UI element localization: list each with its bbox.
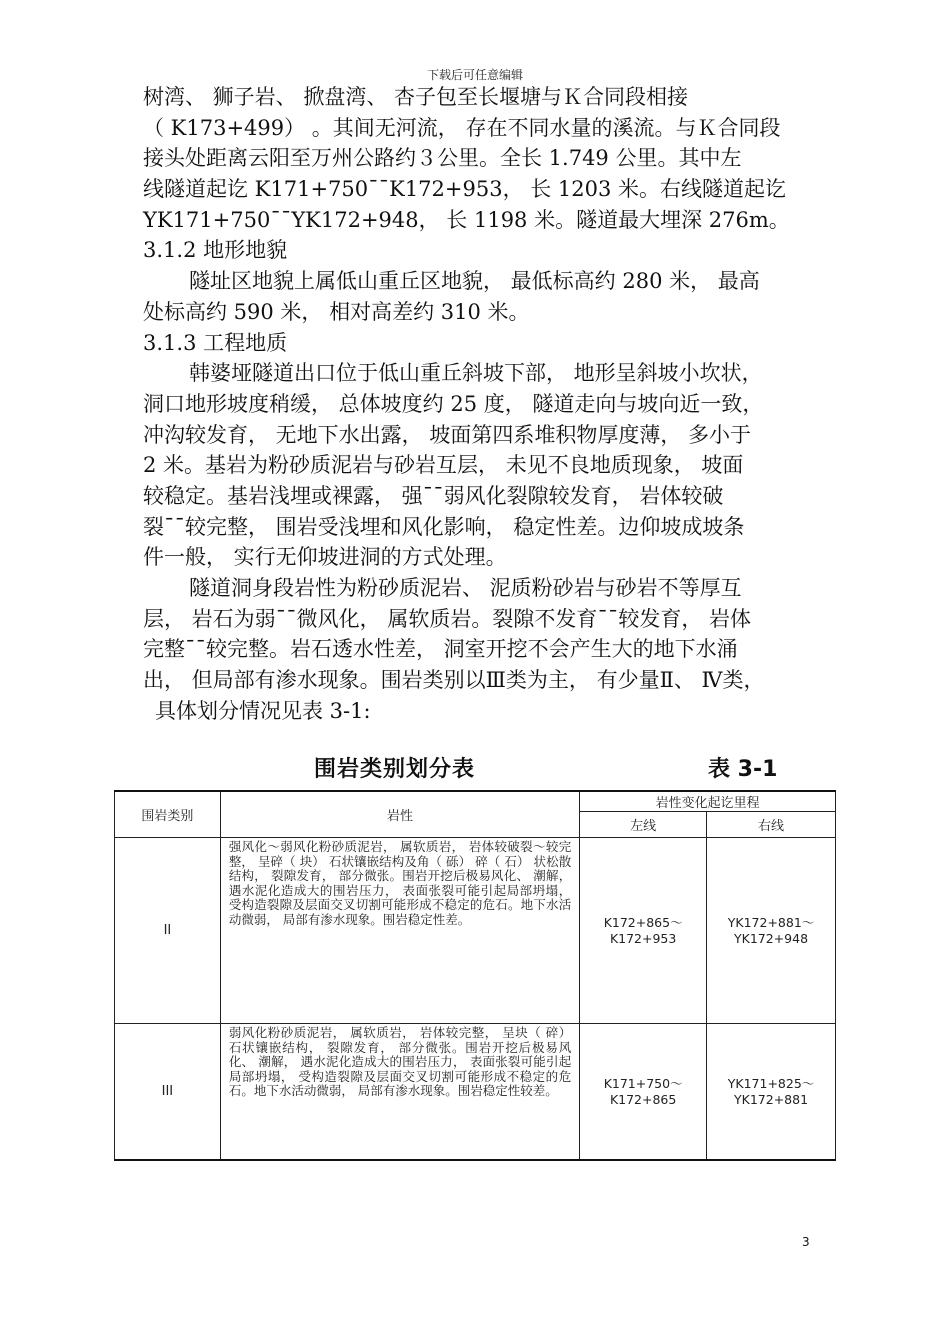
header-lithology: 岩性: [220, 791, 579, 838]
row-right-range: [707, 838, 836, 1024]
paragraph-line: 具体划分情况见表 3-1:: [155, 698, 371, 723]
paragraph-line: 层， 岩石为弱¯¯微风化， 属软质岩。裂隙不发育¯¯较发育， 岩体: [143, 606, 752, 631]
paragraph-line: 出， 但局部有渗水现象。围岩类别以Ⅲ类为主， 有少量Ⅱ、 Ⅳ类，: [143, 668, 765, 693]
header-left-line: 左线: [580, 812, 707, 838]
paragraph-line: 处标高约 590 米， 相对高差约 310 米。: [143, 299, 530, 324]
paragraph-line: 2 米。基岩为粉砂质泥岩与砂岩互层， 未见不良地质现象， 坡面: [143, 453, 744, 478]
row-right-range: [707, 1024, 836, 1161]
right-range-start: YK171+825～: [727, 1075, 815, 1091]
paragraph-line: 韩婆垭隧道出口位于低山重丘斜坡下部， 地形呈斜坡小坎状，: [189, 361, 763, 386]
rock-class-table: [114, 790, 836, 1161]
page-number: 3: [802, 1235, 810, 1249]
body-text: [143, 82, 823, 726]
header-right-line: 右线: [707, 812, 836, 838]
paragraph-line: 洞口地形坡度稍缓， 总体坡度约 25 度， 隧道走向与坡向近一致，: [143, 391, 764, 416]
paragraph-line: 较稳定。基岩浅埋或裸露， 强¯¯弱风化裂隙较发育， 岩体较破: [143, 483, 724, 508]
left-range-end: K172+953: [609, 930, 677, 946]
header-note: 下载后可任意编辑: [426, 68, 523, 82]
paragraph-line: 件一般， 实行无仰坡进洞的方式处理。: [143, 545, 507, 570]
section-heading: 3.1.3 工程地质: [143, 330, 288, 355]
paragraph-line: 接头处距离云阳至万州公路约３公里。全长 1.749 公里。其中左: [143, 146, 742, 171]
paragraph-line: 完整¯¯较完整。岩石透水性差， 洞室开挖不会产生大的地下水涌: [143, 637, 738, 662]
paragraph-line: 线隧道起讫 K171+750¯¯K172+953， 长 1203 米。右线隧道起讫: [143, 177, 787, 202]
left-range-end: K172+865: [609, 1091, 677, 1107]
table-row: [115, 1024, 836, 1161]
table-title: 围岩类别划分表: [314, 757, 476, 782]
paragraph-line: 隧道洞身段岩性为粉砂质泥岩、 泥质粉砂岩与砂岩不等厚互: [189, 576, 742, 600]
row-class: III: [115, 1024, 221, 1161]
row-lithology: 弱风化粉砂质泥岩， 属软质岩， 岩体较完整， 呈块（ 碎） 石状镶嵌结构， 裂隙发育， 部分微张。围岩开挖后极易风化、 潮解， 遇水泥化造成大的围岩压力， 表面张裂可能引起局部坍塌， 受构造裂隙及层面交叉切割可能形成不稳定的危石。地下水活动微弱， 局部有渗水现象。围岩稳定性较差。: [220, 1024, 579, 1161]
right-range-start: YK172+881～: [727, 914, 815, 930]
row-lithology: 强风化～弱风化粉砂质泥岩， 属软质岩， 岩体较破裂～较完整， 呈碎（ 块） 石状镶嵌结构及角（ 砾） 碎（ 石） 状松散结构， 裂隙发育， 部分微张。围岩开挖后极易风化、 潮解， 遇水泥化造成大的围岩压力， 表面张裂可能引起局部坍塌， 受构造裂隙及层面交叉切割可能形成不稳定的危石。地下水活动微弱， 局部有渗水现象。围岩稳定性差。: [220, 838, 579, 1024]
left-range-start: K171+750～: [603, 1075, 683, 1091]
right-range-end: YK172+948: [734, 930, 809, 946]
row-class: II: [115, 838, 221, 1024]
header-class: 围岩类别: [115, 791, 221, 838]
left-range-start: K172+865～: [603, 914, 683, 930]
table-number: 表 3-1: [708, 757, 778, 782]
paragraph-line: （ K173+499） 。其间无河流， 存在不同水量的溪流。与Ｋ合同段: [143, 115, 781, 140]
paragraph-line: 树湾、 狮子岩、 掀盘湾、 杏子包至长堰塘与Ｋ合同段相接: [143, 85, 689, 109]
table-row: [115, 838, 836, 1024]
section-heading: 3.1.2 地形地貌: [143, 238, 288, 263]
paragraph-line: 裂¯¯较完整， 围岩受浅埋和风化影响， 稳定性差。边仰坡成坡条: [143, 514, 745, 539]
paragraph-line: 隧址区地貌上属低山重丘区地貌， 最低标高约 280 米， 最高: [189, 269, 760, 294]
right-range-end: YK172+881: [734, 1091, 809, 1107]
paragraph-line: YK171+750¯¯YK172+948， 长 1198 米。隧道最大埋深 276m。: [143, 207, 790, 232]
row-left-range: [580, 838, 707, 1024]
row-left-range: [580, 1024, 707, 1161]
paragraph-line: 冲沟较发育， 无地下水出露， 坡面第四系堆积物厚度薄， 多小于: [143, 422, 752, 447]
header-range: 岩性变化起讫里程: [580, 791, 836, 812]
